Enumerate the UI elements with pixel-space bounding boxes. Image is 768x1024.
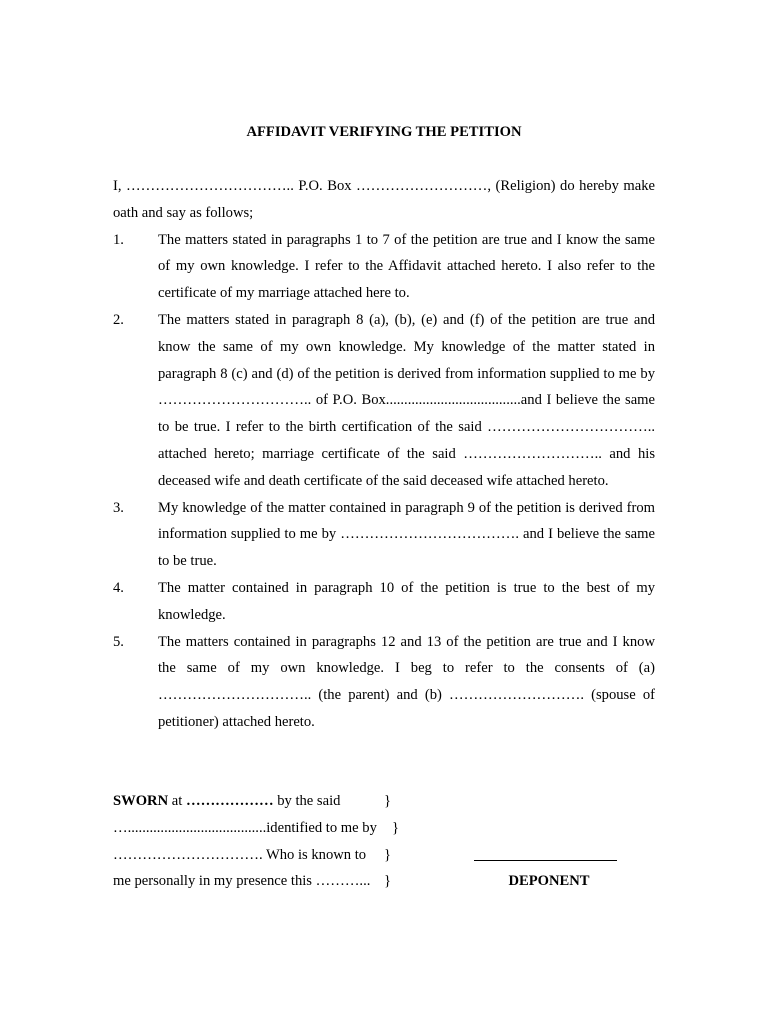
- paragraph-number: 4.: [113, 579, 124, 596]
- paragraph-text: The matter contained in paragraph 10 of the petition is true to the best of my knowledge.: [158, 579, 655, 623]
- jurat-line-3: [113, 842, 403, 869]
- intro-paragraph: I, …………………………….. P.O. Box ………………………, (Religion) do hereby make oath and say as follows;: [113, 178, 655, 221]
- paragraph-number: 2.: [113, 311, 124, 328]
- jurat-block: [113, 788, 403, 895]
- jurat-by-said: by the said: [273, 793, 341, 809]
- paragraph-number: 1.: [113, 231, 124, 248]
- sworn-label: SWORN: [113, 793, 169, 809]
- paragraph-number: 3.: [113, 499, 124, 516]
- jurat-line-2: [113, 815, 403, 842]
- jurat-presence-text: me personally in my presence this ………...: [113, 873, 371, 890]
- paragraph-text: My knowledge of the matter contained in paragraph 9 of the petition is derived from information supplied to me by ………………………………. and I believe the same to be true.: [158, 499, 655, 570]
- paragraph-number: 5.: [113, 633, 124, 650]
- jurat-at: at: [168, 793, 186, 809]
- paragraph-text: The matters contained in paragraphs 12 and 13 of the petition are true and I know the same of my own knowledge. I beg to refer to the consents of (a) ………………………….. (the parent) and (b) ………………………. (spouse of petitioner) attached hereto.: [158, 633, 655, 730]
- jurat-brace: }: [384, 846, 392, 863]
- sworn-place-blank: ………………: [185, 793, 274, 809]
- jurat-line-4: [113, 868, 403, 895]
- signature-line: [474, 860, 617, 861]
- document-title: AFFIDAVIT VERIFYING THE PETITION: [246, 124, 522, 140]
- numbered-paragraph-3: [113, 495, 655, 575]
- numbered-paragraph-5: [113, 629, 655, 736]
- jurat-brace: }: [384, 793, 392, 809]
- numbered-paragraph-1: [113, 227, 655, 307]
- jurat-line-1: [113, 788, 403, 815]
- jurat-known-text: …………………………. Who is known to: [113, 846, 367, 863]
- affidavit-body: [113, 173, 655, 736]
- numbered-paragraph-4: [113, 575, 655, 629]
- jurat-identified-text: …......................................identified to me by: [113, 819, 377, 836]
- deponent-label: DEPONENT: [508, 873, 590, 889]
- paragraph-text: The matters stated in paragraphs 1 to 7 of the petition are true and I know the same of my own knowledge. I refer to the Affidavit attached hereto. I also refer to the certificate of my marriage attached here to.: [158, 231, 655, 302]
- jurat-brace: }: [384, 873, 392, 890]
- jurat-brace: }: [392, 819, 400, 836]
- paragraph-text: The matters stated in paragraph 8 (a), (b), (e) and (f) of the petition are true and know the same of my own knowledge. My knowledge of the matter stated in paragraph 8 (c) and (d) of the petition is derived from information supplied to me by ………………………….. of P.O. Box.....................................and I believe the same to be true. I refer to the birth certification of the said …………………………….. attached hereto; marriage certificate of the said ……………………….. and his deceased wife and death certificate of the said deceased wife attached hereto.: [158, 311, 655, 489]
- numbered-paragraph-2: [113, 307, 655, 495]
